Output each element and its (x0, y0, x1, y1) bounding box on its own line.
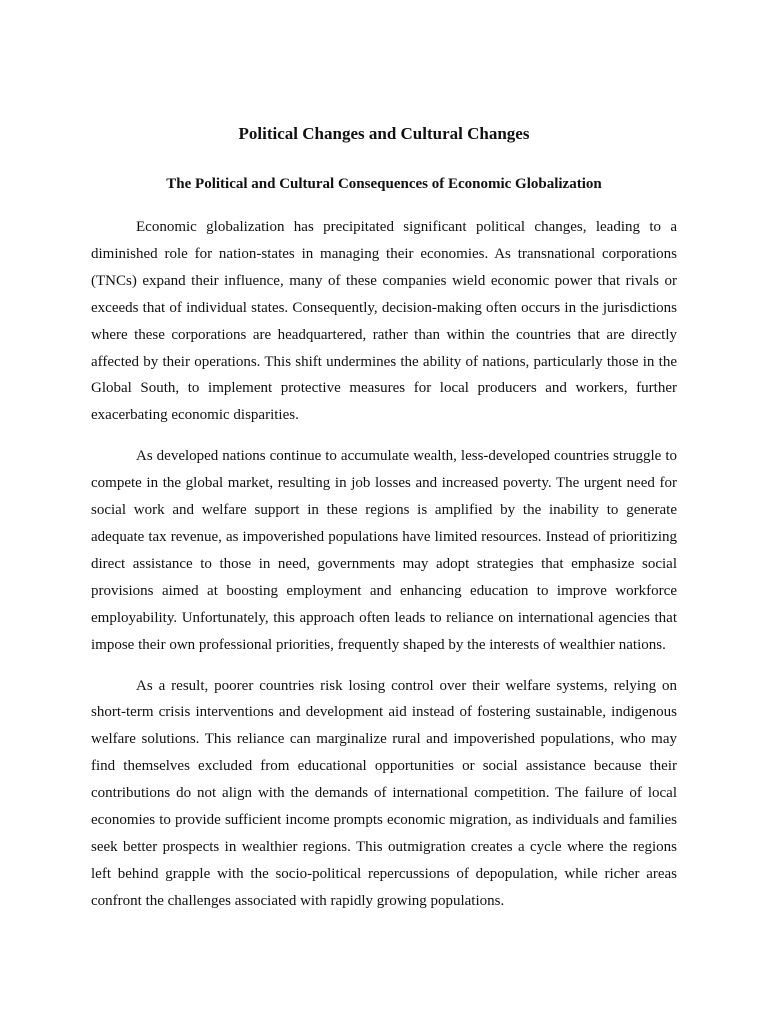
document-subtitle: The Political and Cultural Consequences of Economic Globalization (166, 176, 602, 192)
body-paragraph: As developed nations continue to accumulate wealth, less-developed countries struggle to compete in the global market, resulting in job losses and increased poverty. The urgent need for social work and welfare support in these regions is amplified by the inability to generate adequate tax revenue, as impoverished populations have limited resources. Instead of prioritizing direct assistance to those in need, governments may adopt strategies that emphasize social provisions aimed at boosting employment and enhancing education to improve workforce employability. Unfortunately, this approach often leads to reliance on international agencies that impose their own professional priorities, frequently shaped by the interests of wealthier nations. (91, 448, 677, 653)
document-title: Political Changes and Cultural Changes (238, 124, 530, 143)
body-paragraph: Economic globalization has precipitated significant political changes, leading to a diminished role for nation-states in managing their economies. As transnational corporations (TNCs) expand their influence, many of these companies wield economic power that rivals or exceeds that of individual states. Consequently, decision-making often occurs in the jurisdictions where these corporations are headquartered, rather than within the countries that are directly affected by their operations. This shift undermines the ability of nations, particularly those in the Global South, to implement protective measures for local producers and workers, further exacerbating economic disparities. (91, 219, 677, 424)
document-body (91, 214, 677, 929)
body-paragraph: As a result, poorer countries risk losing control over their welfare systems, relying on short-term crisis interventions and development aid instead of fostering sustainable, indigenous welfare solutions. This reliance can marginalize rural and impoverished populations, who may find themselves excluded from educational opportunities or social assistance because their contributions do not align with the demands of international competition. The failure of local economies to provide sufficient income prompts economic migration, as individuals and families seek better prospects in wealthier regions. This outmigration creates a cycle where the regions left behind grapple with the socio-political repercussions of depopulation, while richer areas confront the challenges associated with rapidly growing populations. (91, 677, 677, 909)
